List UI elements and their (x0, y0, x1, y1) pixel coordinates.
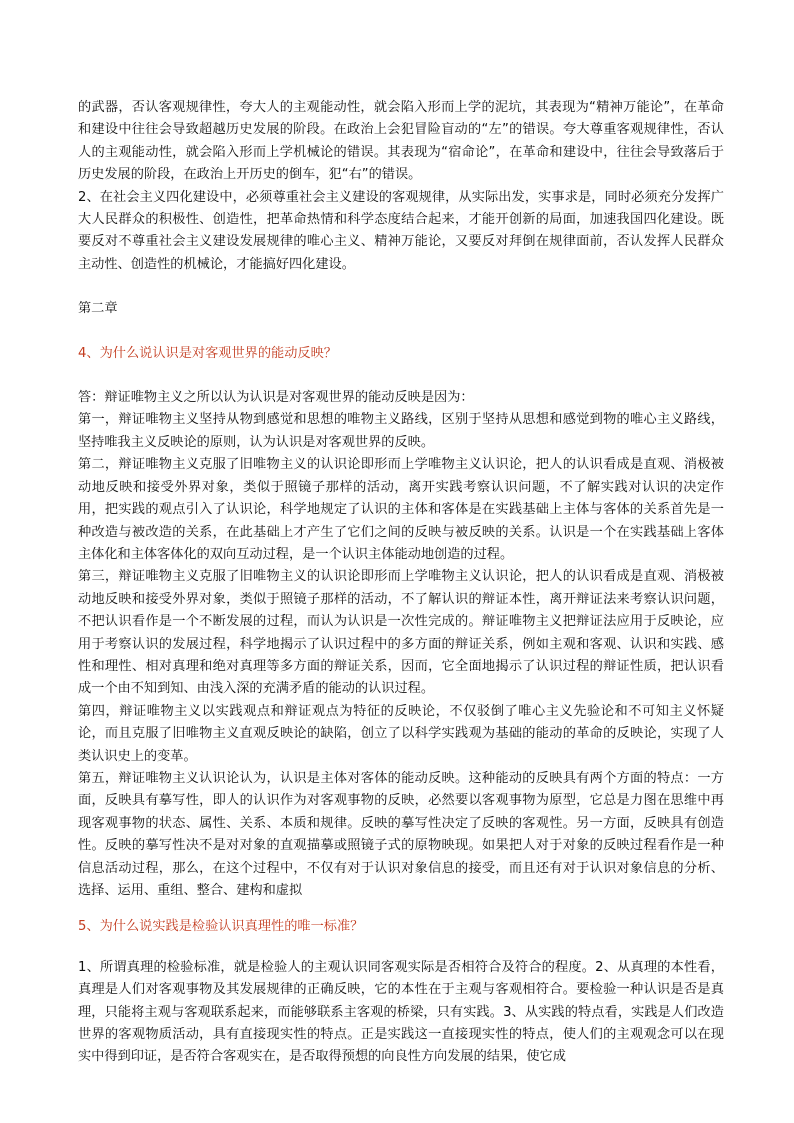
paragraph: 第二，辩证唯物主义克服了旧唯物主义的认识论即形而上学唯物主义认识论，把人的认识看成是直观、消极被动地反映和接受外界对象，类似于照镜子那样的活动，离开实践考察认识问题，不了解实践对认识的决定作用，把实践的观点引入了认识论，科学地规定了认识的主体和客体是在实践基础上主体与客体的关系首先是一种改造与被改造的关系，在此基础上才产生了它们之间的反映与被反映的关系。认识是一个在实践基础上客体主体化和主体客体化的双向互动过程，是一个认识主体能动地创造的过程。 (78, 457, 724, 562)
paragraph: 2、在社会主义四化建设中，必须尊重社会主义建设的客观规律，从实际出发，实事求是，同时必须充分发挥广大人民群众的积极性、创造性，把革命热情和科学态度结合起来，才能开创新的局面，加速我国四化建设。既要反对不尊重社会主义建设发展规律的唯心主义、精神万能论，又要反对拜倒在规律面前，否认发挥人民群众主动性、创造性的机械论，才能搞好四化建设。 (78, 189, 724, 272)
paragraph: 答：辩证唯物主义之所以认为认识是对客观世界的能动反映是因为： (78, 390, 474, 406)
paragraph: 1、所谓真理的检验标准，就是检验人的主观认识同客观实际是否相符合及符合的程度。2、从真理的本性看，真理是人们对客观事物及其发展规律的正确反映，它的本性在于主观与客观相符合。要检验一种认识是否是真理，只能将主观与客观联系起来，而能够联系主客观的桥梁，只有实践。3、从实践的特点看，实践是人们改造世界的客观物质活动，具有直接现实性的特点。正是实践这一直接现实性的特点，使人们的主观观念可以在现实中得到印证，是否符合客观实在，是否取得预想的向良性方向发展的结果，使它成 (78, 959, 724, 1065)
question-heading: 5、为什么说实践是检验认识真理性的唯一标准？ (78, 919, 364, 935)
document-page (78, 97, 724, 1069)
paragraph: 第四，辩证唯物主义以实践观点和辩证观点为特征的反映论，不仅驳倒了唯心主义先验论和不可知主义怀疑论，而且克服了旧唯物主义直观反映论的缺陷，创立了以科学实践观为基础的能动的革命的反映论，实现了人类认识史上的变革。 (78, 703, 724, 764)
paragraph: 第五，辩证唯物主义认识论认为，认识是主体对客体的能动反映。这种能动的反映具有两个方面的特点：一方面，反映具有摹写性，即人的认识作为对客观事物的反映，必然要以客观事物为原型，它总是力图在思维中再现客观事物的状态、属性、关系、本质和规律。反映的摹写性决定了反映的客观性。另一方面，反映具有创造性。反映的摹写性决不是对对象的直观描摹或照镜子式的原物映现。如果把人对于对象的反映过程看作是一种信息活动过程，那么，在这个过程中，不仅有对于认识对象信息的接受，而且还有对于认识对象信息的分析、选择、运用、重组、整合、建构和虚拟 (78, 770, 724, 898)
paragraph: 第三，辩证唯物主义克服了旧唯物主义的认识论即形而上学唯物主义认识论，把人的认识看成是直观、消极被动地反映和接受外界对象，类似于照镜子那样的活动，不了解认识的辩证本性，离开辩证法来考察认识问题，不把认识看作是一个不断发展的过程，而认为认识是一次性完成的。辩证唯物主义把辩证法应用于反映论，应用于考察认识的发展过程，科学地揭示了认识过程中的多方面的辩证关系，例如主观和客观、认识和实践、感性和理性、相对真理和绝对真理等多方面的辩证关系，因而，它全面地揭示了认识过程的辩证性质，把认识看成一个由不知到知、由浅入深的充满矛盾的能动的认识过程。 (78, 569, 724, 697)
chapter-heading: 第二章 (78, 301, 118, 317)
paragraph: 第一，辩证唯物主义坚持从物到感觉和思想的唯物主义路线，区别于坚持从思想和感觉到物的唯心主义路线，坚持唯我主义反映论的原则，认为认识是对客观世界的反映。 (78, 412, 724, 450)
question-heading: 4、为什么说认识是对客观世界的能动反映？ (78, 345, 337, 361)
paragraph: 的武器，否认客观规律性，夸大人的主观能动性，就会陷入形而上学的泥坑，其表现为“精神万能论”，在革命和建设中往往会导致超越历史发展的阶段。在政治上会犯冒险盲动的“左”的错误。夸大尊重客观规律性，否认人的主观能动性，就会陷入形而上学机械论的错误。其表现为“宿命论”，在革命和建设中，往往会导致落后于历史发展的阶段，在政治上开历史的倒车，犯“右”的错误。 (78, 100, 724, 183)
